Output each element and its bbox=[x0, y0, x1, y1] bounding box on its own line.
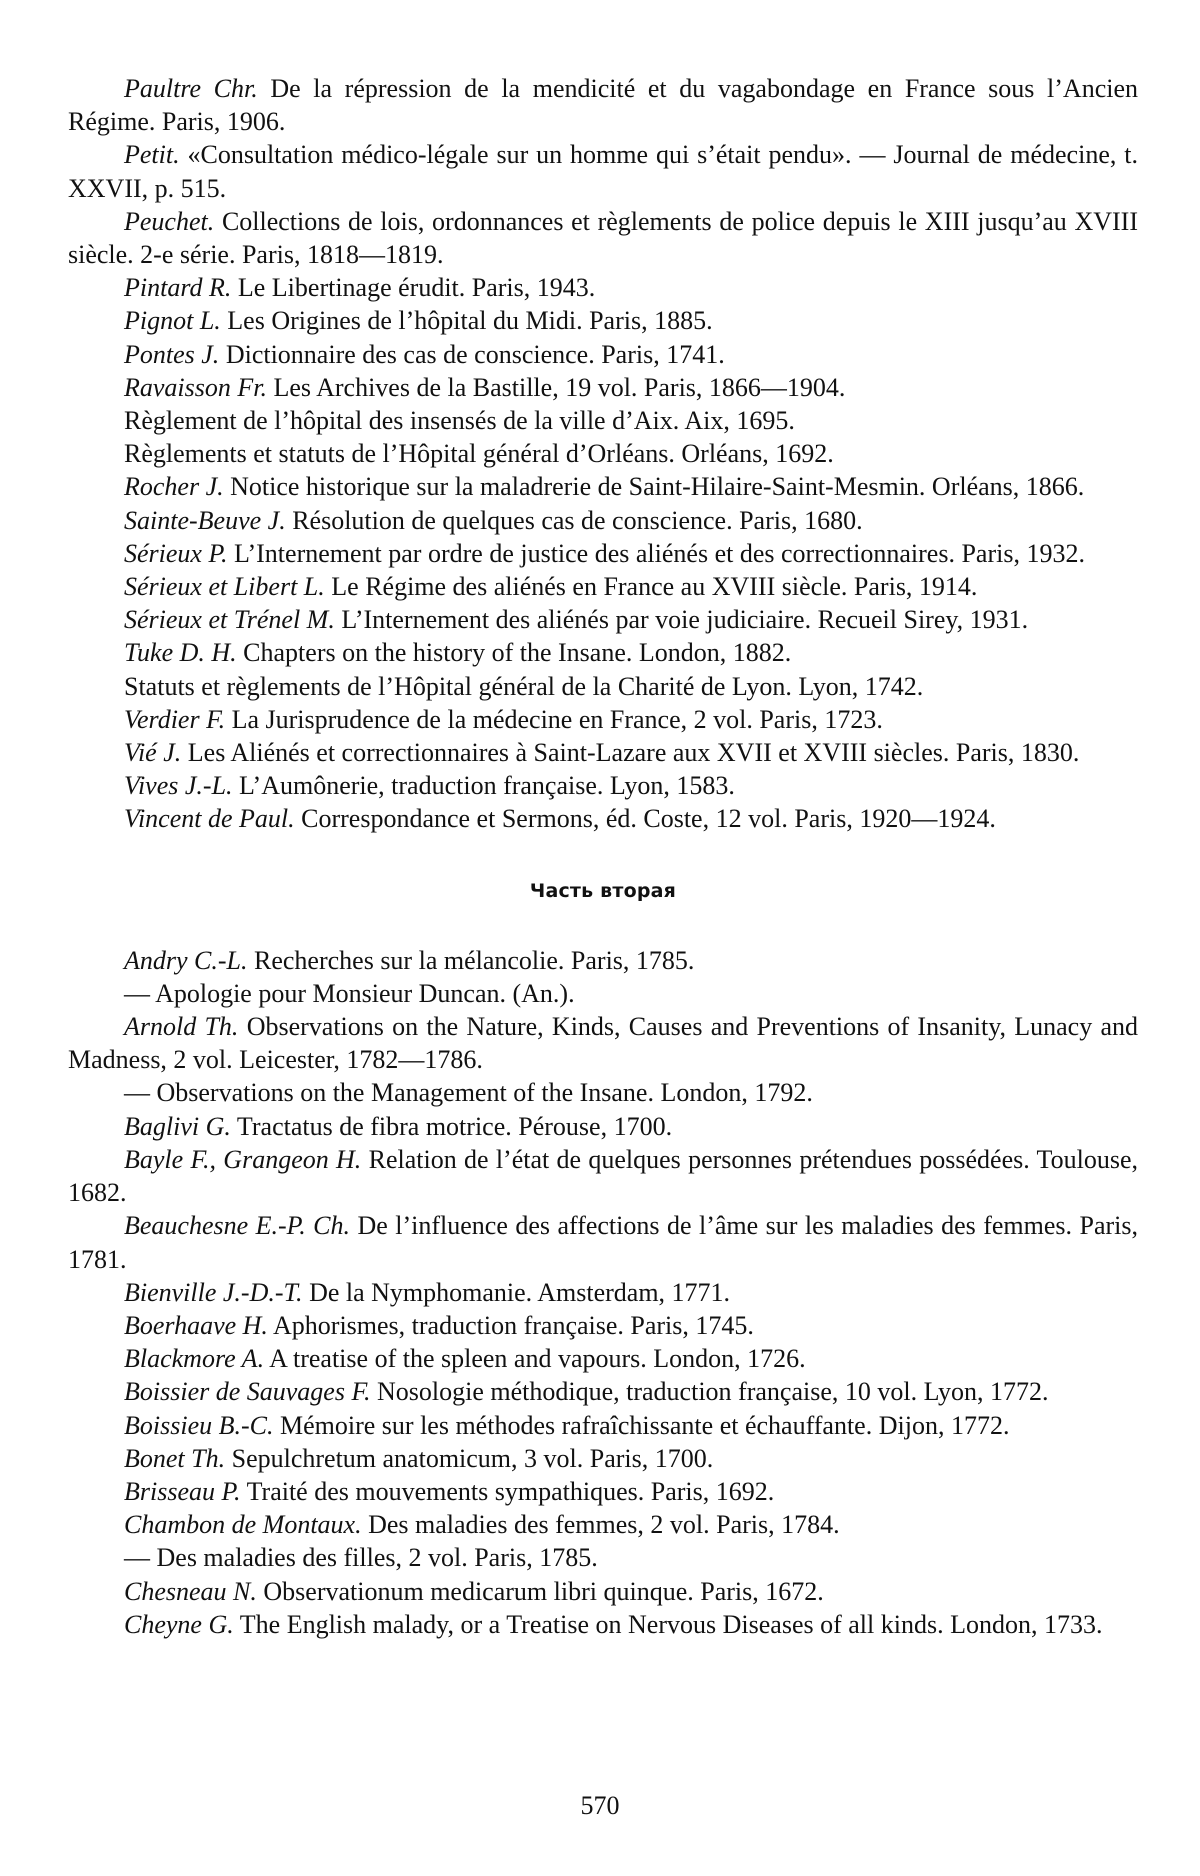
bibliography-entry bbox=[68, 1409, 1138, 1442]
bibliography-entry bbox=[68, 1608, 1138, 1641]
bibliography-entry bbox=[68, 1276, 1138, 1309]
bibliography-entry bbox=[68, 1076, 1138, 1109]
entry-text: Règlements et statuts de l’Hôpital général d’Orléans. Orléans, 1692. bbox=[124, 439, 834, 469]
entry-text: Aphorismes, traduction française. Paris, 1745. bbox=[273, 1310, 754, 1340]
entry-author: Petit. bbox=[124, 140, 180, 170]
bibliography-entry bbox=[68, 670, 1138, 703]
entry-text: Relation de l’état de quelques personnes prétendues possédées. Toulouse, 1682. bbox=[68, 1144, 1138, 1208]
bibliography-entry bbox=[68, 437, 1138, 470]
entry-text: Les Origines de l’hôpital du Midi. Paris, 1885. bbox=[227, 306, 713, 336]
entry-text: Mémoire sur les méthodes rafraîchissante et échauffante. Dijon, 1772. bbox=[280, 1410, 1010, 1440]
bibliography-entry bbox=[68, 769, 1138, 802]
entry-text: De la Nymphomanie. Amsterdam, 1771. bbox=[309, 1277, 731, 1307]
entry-author: Boerhaave H. bbox=[124, 1310, 268, 1340]
entry-text: L’Internement par ordre de justice des aliénés et des correctionnaires. Paris, 1932. bbox=[234, 538, 1085, 568]
entry-text: Traité des mouvements sympathiques. Paris, 1692. bbox=[246, 1476, 775, 1506]
entry-text: A treatise of the spleen and vapours. London, 1726. bbox=[269, 1344, 806, 1374]
bibliography-entry bbox=[68, 736, 1138, 769]
entry-author: Beauchesne E.-P. Ch. bbox=[124, 1211, 351, 1241]
entry-text: Correspondance et Sermons, éd. Coste, 12 vol. Paris, 1920—1924. bbox=[301, 804, 996, 834]
bibliography-entry bbox=[68, 1375, 1138, 1408]
bibliography-entry bbox=[68, 470, 1138, 503]
bibliography-entry bbox=[68, 1342, 1138, 1375]
bibliography-entry bbox=[68, 1110, 1138, 1143]
bibliography-part-two bbox=[68, 944, 1138, 1641]
bibliography-entry bbox=[68, 1309, 1138, 1342]
entry-author: Bienville J.-D.-T. bbox=[124, 1277, 303, 1307]
bibliography-entry bbox=[68, 138, 1138, 204]
entry-text: Résolution de quelques cas de conscience. Paris, 1680. bbox=[292, 505, 863, 535]
entry-author: Vives J.-L. bbox=[124, 771, 233, 801]
entry-text: Les Archives de la Bastille, 19 vol. Paris, 1866—1904. bbox=[273, 372, 846, 402]
entry-text: L’Aumônerie, traduction française. Lyon, 1583. bbox=[239, 771, 735, 801]
entry-text: Nosologie méthodique, traduction française, 10 vol. Lyon, 1772. bbox=[377, 1377, 1049, 1407]
bibliography-entry bbox=[68, 1541, 1138, 1574]
entry-text: Les Aliénés et correctionnaires à Saint-Lazare aux XVII et XVIII siècles. Paris, 1830. bbox=[187, 738, 1080, 768]
bibliography-entry bbox=[68, 72, 1138, 138]
entry-author: Ravaisson Fr. bbox=[124, 372, 267, 402]
entry-text: Observationum medicarum libri quinque. Paris, 1672. bbox=[263, 1576, 824, 1606]
entry-author: Bayle F., Grangeon H. bbox=[124, 1144, 362, 1174]
entry-author: Brisseau P. bbox=[124, 1476, 241, 1506]
entry-text: Observations on the Nature, Kinds, Causes and Preventions of Insanity, Lunacy and Madness, 2 vol. Leicester, 1782—1786. bbox=[68, 1012, 1139, 1075]
bibliography-entry bbox=[68, 1475, 1138, 1508]
entry-author: Cheyne G. bbox=[124, 1609, 234, 1639]
entry-text: Notice historique sur la maladrerie de Saint-Hilaire-Saint-Mesmin. Orléans, 1866. bbox=[230, 472, 1085, 502]
entry-text: Sepulchretum anatomicum, 3 vol. Paris, 1700. bbox=[231, 1443, 714, 1473]
bibliography-entry bbox=[68, 977, 1138, 1010]
entry-author: Verdier F. bbox=[124, 704, 226, 734]
bibliography-entry bbox=[68, 371, 1138, 404]
entry-author: Vié J. bbox=[124, 738, 182, 768]
entry-author: Pontes J. bbox=[124, 339, 220, 369]
page-number: 570 bbox=[580, 1791, 620, 1820]
entry-text: De l’influence des affections de l’âme sur les maladies des femmes. Paris, 1781. bbox=[68, 1211, 1138, 1274]
entry-text: Tractatus de fibra motrice. Pérouse, 1700. bbox=[236, 1111, 673, 1141]
entry-author: Paultre Chr. bbox=[124, 74, 258, 103]
entry-author: Boissieu B.-C. bbox=[124, 1410, 274, 1440]
entry-text: Des maladies des femmes, 2 vol. Paris, 1784. bbox=[368, 1510, 840, 1540]
bibliography-entry bbox=[68, 703, 1138, 736]
bibliography-entry bbox=[68, 205, 1138, 271]
entry-text: Collections de lois, ordonnances et règlements de police depuis le XIII jusqu’au XVIII siècle. 2-e série. Paris, 1818—1819. bbox=[68, 206, 1139, 270]
bibliography-entry bbox=[68, 1209, 1138, 1275]
entry-text: — Apologie pour Monsieur Duncan. (An.). bbox=[124, 978, 575, 1008]
entry-author: Sérieux et Trénel M. bbox=[124, 605, 335, 635]
entry-author: Pintard R. bbox=[124, 273, 232, 303]
entry-author: Chambon de Montaux. bbox=[124, 1510, 362, 1540]
bibliography-entry bbox=[68, 1010, 1138, 1076]
bibliography-entry bbox=[68, 304, 1138, 337]
entry-text: Le Régime des aliénés en France au XVIII siècle. Paris, 1914. bbox=[331, 572, 978, 602]
bibliography-entry bbox=[68, 271, 1138, 304]
entry-text: Statuts et règlements de l’Hôpital général de la Charité de Lyon. Lyon, 1742. bbox=[124, 671, 924, 701]
entry-author: Boissier de Sauvages F. bbox=[124, 1377, 371, 1407]
entry-text: Le Libertinage érudit. Paris, 1943. bbox=[237, 273, 596, 303]
entry-author: Baglivi G. bbox=[124, 1111, 231, 1141]
entry-author: Bonet Th. bbox=[124, 1443, 226, 1473]
entry-author: Sérieux et Libert L. bbox=[124, 572, 325, 602]
bibliography-entry bbox=[68, 1575, 1138, 1608]
bibliography-entry bbox=[68, 603, 1138, 636]
entry-text: De la répression de la mendicité et du vagabondage en France sous l’Ancien Régime. Paris, 1906. bbox=[68, 74, 1139, 137]
bibliography-entry bbox=[68, 944, 1138, 977]
entry-author: Tuke D. H. bbox=[124, 638, 237, 668]
bibliography-entry bbox=[68, 404, 1138, 437]
bibliography-entry bbox=[68, 504, 1138, 537]
bibliography-entry bbox=[68, 338, 1138, 371]
entry-author: Rocher J. bbox=[124, 472, 224, 502]
section-title: Часть вторая bbox=[529, 879, 677, 902]
bibliography-entry bbox=[68, 802, 1138, 835]
bibliography-entry bbox=[68, 636, 1138, 669]
bibliography-entry bbox=[68, 1508, 1138, 1541]
entry-text: — Des maladies des filles, 2 vol. Paris, 1785. bbox=[124, 1543, 598, 1573]
entry-author: Andry C.-L. bbox=[124, 945, 248, 975]
entry-author: Arnold Th. bbox=[124, 1012, 239, 1042]
entry-author: Chesneau N. bbox=[124, 1576, 257, 1606]
bibliography-entry bbox=[68, 1442, 1138, 1475]
bibliography-entry bbox=[68, 570, 1138, 603]
entry-text: The English malady, or a Treatise on Nervous Diseases of all kinds. London, 1733. bbox=[239, 1609, 1103, 1639]
entry-text: La Jurisprudence de la médecine en France, 2 vol. Paris, 1723. bbox=[231, 704, 883, 734]
entry-author: Peuchet. bbox=[124, 206, 215, 236]
bibliography-part-one bbox=[68, 72, 1138, 836]
entry-text: Chapters on the history of the Insane. London, 1882. bbox=[243, 638, 792, 668]
entry-author: Sérieux P. bbox=[124, 538, 228, 568]
entry-author: Sainte-Beuve J. bbox=[124, 505, 286, 535]
bibliography-entry bbox=[68, 1143, 1138, 1209]
entry-text: — Observations on the Management of the Insane. London, 1792. bbox=[124, 1078, 813, 1108]
bibliography-entry bbox=[68, 537, 1138, 570]
entry-text: L’Internement des aliénés par voie judiciaire. Recueil Sirey, 1931. bbox=[341, 605, 1029, 635]
entry-text: Règlement de l’hôpital des insensés de la ville d’Aix. Aix, 1695. bbox=[124, 406, 795, 436]
entry-author: Pignot L. bbox=[124, 306, 221, 336]
entry-author: Vincent de Paul. bbox=[124, 804, 295, 834]
entry-text: «Consultation médico-légale sur un homme qui s’était pendu». — Journal de médecine, t. XXVII, p. 515. bbox=[68, 140, 1138, 203]
entry-author: Blackmore A. bbox=[124, 1344, 265, 1374]
entry-text: Dictionnaire des cas de conscience. Paris, 1741. bbox=[225, 339, 725, 369]
entry-text: Recherches sur la mélancolie. Paris, 1785. bbox=[254, 945, 695, 975]
